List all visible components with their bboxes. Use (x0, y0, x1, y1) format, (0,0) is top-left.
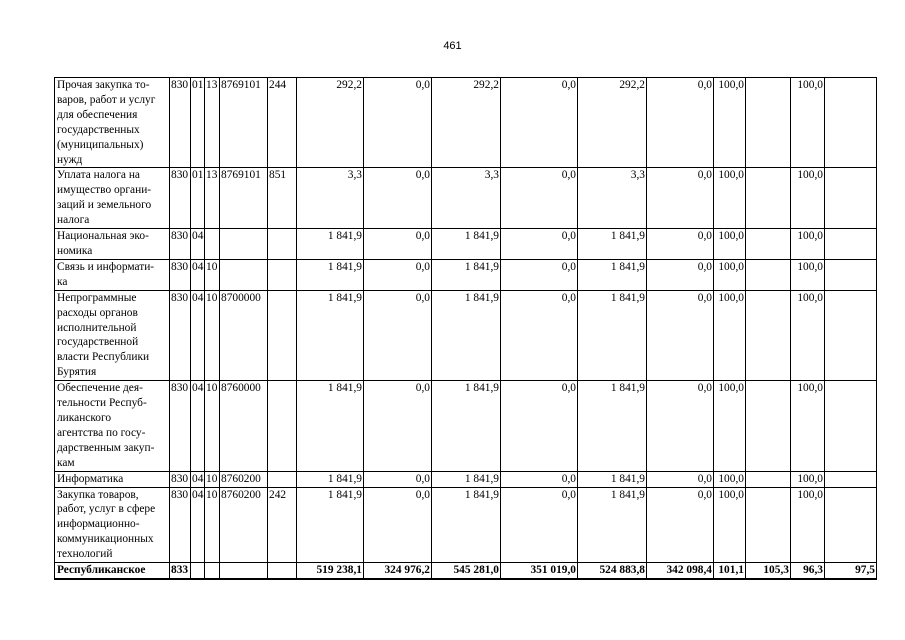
value-cell: 1 841,9 (297, 487, 364, 563)
value-cell: 0,0 (364, 471, 432, 487)
value-cell: 0,0 (501, 168, 578, 229)
value-cell: 1 841,9 (297, 381, 364, 471)
value-cell (825, 168, 877, 229)
value-cell (825, 290, 877, 380)
value-cell: 1 841,9 (432, 381, 501, 471)
code-cell (220, 259, 268, 290)
value-cell: 1 841,9 (578, 229, 647, 260)
value-cell: 0,0 (364, 487, 432, 563)
value-cell: 100,0 (791, 259, 825, 290)
value-cell (746, 290, 791, 380)
value-cell: 0,0 (501, 381, 578, 471)
value-cell: 0,0 (647, 229, 714, 260)
table-row (55, 168, 877, 229)
value-cell: 292,2 (432, 78, 501, 168)
table-row (55, 229, 877, 260)
value-cell: 1 841,9 (578, 259, 647, 290)
value-cell: 100,0 (791, 471, 825, 487)
value-cell: 0,0 (647, 290, 714, 380)
code-cell: 244 (268, 78, 297, 168)
row-name-cell: Прочая закупка то- варов, работ и услуг для обеспечения государственных (муниципальных) нужд (55, 78, 170, 168)
code-cell: 04 (191, 487, 205, 563)
value-cell: 3,3 (578, 168, 647, 229)
row-name-cell: Уплата налога на имущество органи- заций и земельного налога (55, 168, 170, 229)
code-cell: 8700000 (220, 290, 268, 380)
code-cell (205, 229, 220, 260)
code-cell: 830 (170, 168, 191, 229)
code-cell (268, 229, 297, 260)
code-cell: 10 (205, 259, 220, 290)
table-row (55, 259, 877, 290)
value-cell (746, 381, 791, 471)
value-cell: 1 841,9 (578, 487, 647, 563)
code-cell: 8760000 (220, 381, 268, 471)
value-cell (825, 381, 877, 471)
code-cell (268, 290, 297, 380)
value-cell: 0,0 (364, 259, 432, 290)
value-cell: 342 098,4 (647, 563, 714, 579)
code-cell: 830 (170, 78, 191, 168)
code-cell: 830 (170, 259, 191, 290)
value-cell: 0,0 (647, 259, 714, 290)
value-cell: 100,0 (714, 78, 746, 168)
value-cell: 100,0 (714, 290, 746, 380)
value-cell: 292,2 (297, 78, 364, 168)
value-cell: 545 281,0 (432, 563, 501, 579)
value-cell: 0,0 (364, 381, 432, 471)
code-cell: 10 (205, 290, 220, 380)
code-cell: 830 (170, 290, 191, 380)
value-cell: 0,0 (364, 229, 432, 260)
code-cell (268, 563, 297, 579)
value-cell: 100,0 (714, 471, 746, 487)
code-cell (268, 381, 297, 471)
value-cell: 0,0 (647, 471, 714, 487)
code-cell: 8769101 (220, 168, 268, 229)
value-cell: 1 841,9 (297, 259, 364, 290)
value-cell (825, 78, 877, 168)
value-cell (746, 471, 791, 487)
value-cell (746, 259, 791, 290)
value-cell: 1 841,9 (578, 290, 647, 380)
value-cell: 0,0 (501, 290, 578, 380)
table-row (55, 471, 877, 487)
table-row (55, 290, 877, 380)
value-cell: 324 976,2 (364, 563, 432, 579)
value-cell: 105,3 (746, 563, 791, 579)
value-cell: 0,0 (501, 259, 578, 290)
value-cell: 0,0 (364, 168, 432, 229)
value-cell: 0,0 (647, 78, 714, 168)
value-cell: 1 841,9 (432, 259, 501, 290)
value-cell: 292,2 (578, 78, 647, 168)
value-cell (746, 78, 791, 168)
row-name-cell: Республиканское (55, 563, 170, 579)
value-cell (825, 229, 877, 260)
table-row (55, 78, 877, 168)
code-cell: 8760200 (220, 471, 268, 487)
value-cell: 1 841,9 (297, 290, 364, 380)
value-cell: 100,0 (791, 381, 825, 471)
value-cell: 519 238,1 (297, 563, 364, 579)
value-cell: 100,0 (791, 78, 825, 168)
value-cell: 0,0 (364, 290, 432, 380)
value-cell: 100,0 (791, 168, 825, 229)
value-cell: 1 841,9 (432, 229, 501, 260)
code-cell: 830 (170, 487, 191, 563)
code-cell: 830 (170, 381, 191, 471)
code-cell: 10 (205, 487, 220, 563)
code-cell (220, 229, 268, 260)
table-row (55, 381, 877, 471)
value-cell: 100,0 (714, 259, 746, 290)
value-cell: 1 841,9 (297, 471, 364, 487)
code-cell: 13 (205, 168, 220, 229)
row-name-cell: Обеспечение дея- тельности Респуб- ликанского агентства по госу- дарственным закуп- кам (55, 381, 170, 471)
code-cell (268, 471, 297, 487)
value-cell: 100,0 (791, 229, 825, 260)
value-cell: 100,0 (714, 168, 746, 229)
value-cell: 97,5 (825, 563, 877, 579)
value-cell: 0,0 (647, 168, 714, 229)
value-cell: 100,0 (714, 487, 746, 563)
code-cell: 830 (170, 229, 191, 260)
value-cell: 0,0 (501, 471, 578, 487)
value-cell: 524 883,8 (578, 563, 647, 579)
value-cell: 1 841,9 (432, 487, 501, 563)
value-cell: 0,0 (501, 78, 578, 168)
value-cell: 3,3 (432, 168, 501, 229)
value-cell: 1 841,9 (578, 381, 647, 471)
value-cell: 100,0 (714, 229, 746, 260)
value-cell: 0,0 (647, 381, 714, 471)
value-cell: 1 841,9 (578, 471, 647, 487)
code-cell: 851 (268, 168, 297, 229)
row-name-cell: Непрограммные расходы органов исполнительной государственной власти Республики Бурятия (55, 290, 170, 380)
value-cell: 100,0 (791, 290, 825, 380)
value-cell: 3,3 (297, 168, 364, 229)
value-cell: 100,0 (791, 487, 825, 563)
value-cell: 96,3 (791, 563, 825, 579)
code-cell: 10 (205, 471, 220, 487)
value-cell: 0,0 (501, 229, 578, 260)
budget-table (54, 77, 877, 580)
table-body (55, 78, 877, 580)
code-cell (268, 259, 297, 290)
code-cell: 01 (191, 168, 205, 229)
value-cell: 0,0 (647, 487, 714, 563)
value-cell: 100,0 (714, 381, 746, 471)
code-cell: 04 (191, 259, 205, 290)
code-cell (220, 563, 268, 579)
row-name-cell: Закупка товаров, работ, услуг в сфере информационно- коммуникационных технологий (55, 487, 170, 563)
code-cell: 13 (205, 78, 220, 168)
code-cell (191, 563, 205, 579)
value-cell: 1 841,9 (297, 229, 364, 260)
value-cell: 0,0 (501, 487, 578, 563)
code-cell: 830 (170, 471, 191, 487)
value-cell: 1 841,9 (432, 290, 501, 380)
value-cell (825, 487, 877, 563)
code-cell (205, 563, 220, 579)
code-cell: 833 (170, 563, 191, 579)
value-cell (746, 487, 791, 563)
code-cell: 04 (191, 471, 205, 487)
row-name-cell: Связь и информати- ка (55, 259, 170, 290)
value-cell (825, 259, 877, 290)
code-cell: 8760200 (220, 487, 268, 563)
code-cell: 242 (268, 487, 297, 563)
value-cell (825, 471, 877, 487)
table-row (55, 487, 877, 563)
table-row-total (55, 563, 877, 579)
value-cell (746, 229, 791, 260)
code-cell: 10 (205, 381, 220, 471)
code-cell: 04 (191, 381, 205, 471)
page-number: 461 (443, 40, 462, 52)
value-cell: 0,0 (364, 78, 432, 168)
value-cell (746, 168, 791, 229)
code-cell: 04 (191, 290, 205, 380)
code-cell: 04 (191, 229, 205, 260)
value-cell: 101,1 (714, 563, 746, 579)
row-name-cell: Национальная эко- номика (55, 229, 170, 260)
code-cell: 8769101 (220, 78, 268, 168)
code-cell: 01 (191, 78, 205, 168)
value-cell: 1 841,9 (432, 471, 501, 487)
value-cell: 351 019,0 (501, 563, 578, 579)
row-name-cell: Информатика (55, 471, 170, 487)
